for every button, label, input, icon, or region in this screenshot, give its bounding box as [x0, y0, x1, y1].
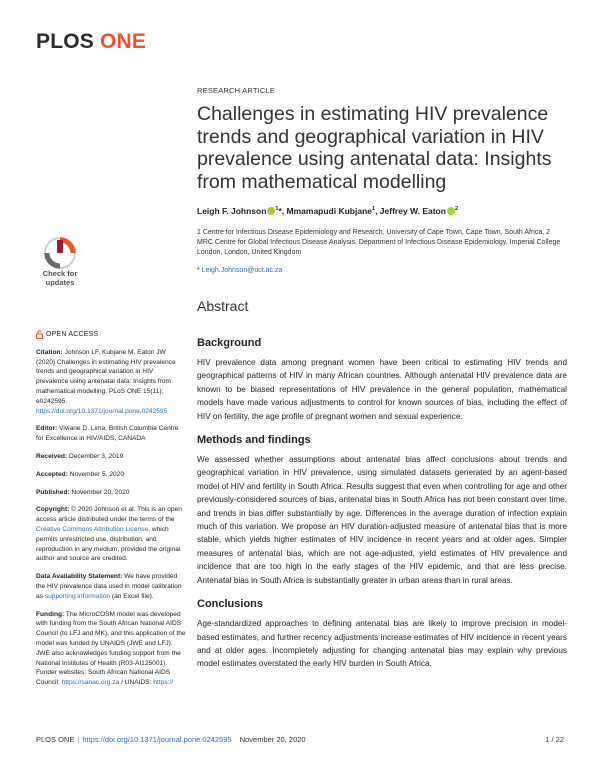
abstract-heading: Abstract	[197, 298, 249, 314]
open-lock-icon	[36, 330, 43, 339]
footer-separator	[235, 735, 237, 744]
copyright-text-end: , which permits unrestricted use, distribution, and reproduction in any medium, provided the original author and source are credited.	[36, 525, 181, 563]
affiliations: 1 Centre for Infectious Disease Epidemiology and Research, University of Cape Town, Cape Town, South Africa, 2 MRC Centre for Global Infectious Disease Analysis, Department of Infectious Disease Epidemiology, Imperial College London, London, United Kingdom	[197, 229, 561, 256]
received-block	[36, 452, 186, 462]
citation-text: Johnson LF, Kubjane M, Eaton JW (2020) Challenges in estimating HIV prevalence trends and geographical variation in HIV prevalence using antenatal data: Insights from mathematical modelling. PLoS ONE 15(11): e0242595.	[36, 348, 176, 405]
author-separator: *,	[278, 206, 287, 216]
data-availability-text-end: (an Excel file).	[111, 592, 154, 600]
unaids-link[interactable]: https://	[153, 679, 174, 687]
sidebar-metadata	[36, 330, 186, 688]
check-for-updates-badge[interactable]	[36, 236, 84, 294]
data-availability-text: We have provided the HIV prevalence data used in model calibration as	[36, 573, 182, 600]
editor-block	[36, 424, 186, 444]
sanac-link[interactable]: https://sanac.org.za	[61, 679, 120, 687]
citation-block	[36, 348, 186, 417]
open-access-badge	[36, 330, 186, 340]
funding-text: The MicroCOSM model was developed with funding from the South African National AIDS Council (to LFJ and MK), and this application of the model was funded by UNAIDS (JWE and LFJ). JWE also acknowledges funding support from the National Institutes of Health (R03-AI125001). Funder websites: South African National AIDS Council:	[36, 610, 186, 687]
article-title: Challenges in estimating HIV prevalence trends and geographical variation in HIV prevalence using antenatal data: Insights from mathematical modelling	[197, 103, 552, 193]
page-number: 1 / 22	[545, 735, 564, 744]
author-affiliation: 1	[372, 206, 376, 213]
footer-date: November 20, 2020	[239, 735, 306, 744]
logo-one: ONE	[99, 30, 147, 53]
journal-logo[interactable]	[36, 30, 146, 54]
section-text-methods: We assessed whether assumptions about antenatal bias affect conclusions about trends and geographical variation in HIV prevalence, using simulated datasets generated by an agent-based model of HIV and fertility in South Africa. Results suggest that even when controlling for age and other previously-considered sources of bias, antenatal bias in South Africa has not been constant over time, and trends in bias differ substantially by age. Differences in the average duration of infection explain much of this variation. We propose an HIV duration-adjusted measure of antenatal bias that is more stable, which yields higher estimates of HIV incidence in recent years and at older ages. Simpler measures of antenatal bias, which are not age-adjusted, yield estimates of HIV prevalence and incidence that are too high in the early stages of the HIV epidemic, and that are less precise. Antenatal bias in South Africa is substantially greater in urban areas than in rural areas.	[197, 455, 567, 585]
footer-separator: |	[77, 735, 80, 744]
section-text-background: HIV prevalence data among pregnant women have been critical to estimating HIV trends and geographical patterns of HIV in many African countries. Although antenatal HIV prevalence data are known to be biased representations of HIV prevalence in the general population, mathematical models have made various adjustments to control for known sources of bias, including the effect of HIV on fertility, the age profile of pregnant women and sexual experience.	[197, 358, 567, 421]
article-type: RESEARCH ARTICLE	[197, 86, 276, 95]
funding-block	[36, 610, 186, 688]
check-updates-line2: updates	[45, 277, 75, 287]
funding-text-end: / UNAIDS:	[121, 679, 152, 687]
editor-text: Viviane D. Lima, British Columbia Centre for Excellence in HIV/AIDS, CANADA	[36, 425, 179, 443]
supporting-information-link[interactable]: supporting information	[44, 592, 111, 600]
published-label: Published:	[36, 488, 70, 496]
logo-plos: PLOS	[36, 30, 94, 53]
author-affiliation: 1	[275, 206, 279, 213]
editor-label: Editor:	[36, 425, 58, 433]
check-updates-icon	[36, 236, 84, 270]
accepted-date: November 5, 2020	[69, 470, 124, 478]
check-updates-label	[36, 270, 84, 287]
citation-label: Citation:	[36, 348, 63, 356]
section-heading-methods: Methods and findings	[197, 434, 311, 447]
correspondence	[197, 267, 567, 274]
received-date: December 3, 2019	[69, 452, 124, 460]
author-name[interactable]: Mmamapudi Kubjane	[286, 206, 372, 216]
correspondence-marker: *	[197, 267, 202, 274]
page-footer	[36, 735, 564, 744]
correspondence-email-link[interactable]: Leigh.Johnson@uct.ac.za	[201, 267, 283, 274]
data-availability-label: Data Availability Statement:	[36, 573, 123, 581]
section-heading-conclusions: Conclusions	[197, 598, 264, 611]
accepted-label: Accepted:	[36, 470, 68, 478]
section-text-conclusions: Age-standardized approaches to defining antenatal bias are likely to improve precision in model-based estimates, and further recency adjustments increase estimates of HIV incidence in recent years and at older ages. Incompletely adjusting for changing antenatal bias may explain why previous model estimates overstated the early HIV burden in South Africa.	[197, 619, 567, 669]
author-separator: ,	[375, 206, 380, 216]
article-main	[197, 86, 567, 671]
section-heading-background: Background	[197, 337, 262, 349]
published-block	[36, 488, 186, 498]
orcid-icon[interactable]	[447, 207, 455, 215]
copyright-block	[36, 505, 186, 564]
open-access-label: OPEN ACCESS	[46, 331, 99, 338]
license-link[interactable]: Creative Commons Attribution License	[36, 525, 149, 533]
data-availability-block	[36, 572, 186, 601]
received-label: Received:	[36, 452, 68, 460]
citation-doi-link[interactable]: https://doi.org/10.1371/journal.pone.0242595	[36, 407, 168, 415]
copyright-label: Copyright:	[36, 506, 70, 514]
accepted-block	[36, 470, 186, 480]
published-date: November 20, 2020	[71, 488, 130, 496]
funding-label: Funding:	[36, 610, 65, 618]
author-list	[197, 206, 567, 216]
copyright-text: © 2020 Johnson et al. This is an open access article distributed under the terms of the	[36, 506, 182, 524]
author-affiliation: 2	[454, 206, 458, 213]
check-updates-line1: Check for	[42, 269, 78, 278]
author-name[interactable]: Jeffrey W. Eaton	[379, 206, 446, 216]
footer-doi-link[interactable]: https://doi.org/10.1371/journal.pone.0242595	[82, 735, 232, 744]
author-name[interactable]: Leigh F. Johnson	[197, 206, 267, 216]
footer-journal: PLOS ONE	[36, 735, 75, 744]
